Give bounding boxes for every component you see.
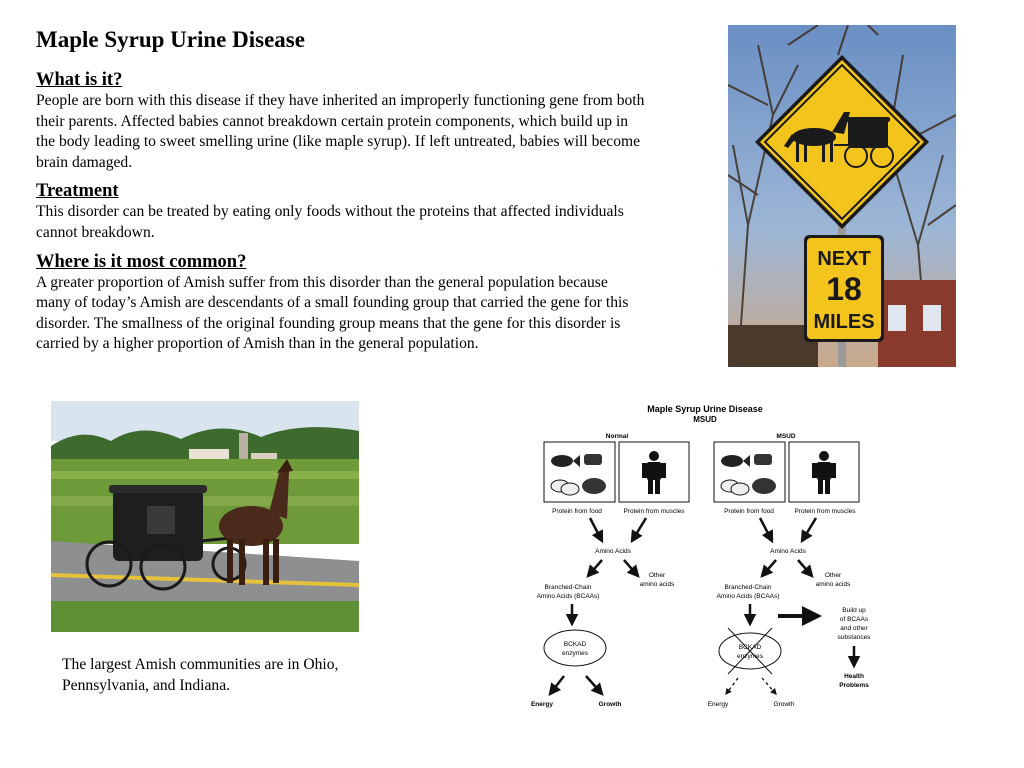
- msud-enzyme-label-1: BCKAD: [738, 644, 762, 651]
- normal-enzyme-label-1: BCKAD: [563, 641, 587, 648]
- msud-buildup-label-2: of BCAAs: [839, 616, 869, 623]
- amish-sign-photo: [728, 25, 956, 367]
- msud-amino-label: Amino Acids: [770, 548, 806, 555]
- sign-line-miles: MILES: [813, 311, 875, 333]
- msud-other-label-1: Other: [824, 572, 842, 579]
- normal-energy-label: Energy: [530, 701, 554, 708]
- msud-other-label-2: amino acids: [815, 581, 851, 588]
- text-column: [36, 70, 646, 363]
- msud-buildup-label-3: and other: [840, 625, 868, 632]
- msud-label: MSUD: [776, 433, 796, 440]
- msud-health-label-2: Problems: [839, 682, 869, 689]
- amish-sign-illustration: [728, 25, 956, 367]
- photo-caption: The largest Amish communities are in Ohio, Pennsylvania, and Indiana.: [62, 656, 339, 694]
- msud-food-box: [714, 442, 785, 502]
- normal-bcaa-label-2: Amino Acids (BCAAs): [536, 593, 600, 600]
- normal-food-box: [544, 442, 615, 502]
- section-body: A greater proportion of Amish suffer from this disorder than the general population because many of today’s Amish are descendants of a small founding group that carried the gene for this disorder. The smallness of the original founding group means that the gene for this disorder is carried by a higher proportion of Amish than in the general population.: [36, 273, 629, 353]
- sign-line-next: NEXT: [817, 248, 871, 270]
- msud-buildup-label-4: substances: [837, 634, 871, 641]
- section-treatment: [36, 181, 646, 243]
- section-body: People are born with this disease if they have inherited an improperly functioning gene from both their parents. Affected babies cannot breakdown certain protein components, which build up in the body leading to sweet smelling urine (like maple syrup). If left untreated, babies will become brain damaged.: [36, 92, 645, 171]
- normal-muscles-label: Protein from muscles: [623, 508, 685, 515]
- msud-food-label: Protein from food: [724, 508, 774, 515]
- msud-bcaa-label-1: Branched-Chain: [724, 584, 772, 591]
- section-what-is-it: [36, 70, 646, 173]
- normal-bcaa-label-1: Branched-Chain: [544, 584, 592, 591]
- msud-bcaa-label-2: Amino Acids (BCAAs): [716, 593, 780, 600]
- buggy-illustration: [51, 401, 359, 632]
- normal-growth-label: Growth: [598, 701, 622, 708]
- msud-muscles-label: Protein from muscles: [794, 508, 856, 515]
- msud-energy-label: Energy: [707, 701, 729, 708]
- section-heading: What is it?: [36, 70, 123, 90]
- msud-health-label-1: Health: [844, 673, 864, 680]
- diagram-title: Maple Syrup Urine Disease: [647, 404, 763, 414]
- page-title: Maple Syrup Urine Disease: [36, 27, 305, 52]
- section-heading: Treatment: [36, 181, 119, 202]
- sign-line-number: 18: [826, 271, 862, 307]
- normal-other-label-1: Other: [648, 572, 666, 579]
- normal-food-label: Protein from food: [552, 508, 602, 515]
- normal-enzyme-label-2: enzymes: [561, 650, 589, 657]
- amish-buggy-photo: [51, 401, 359, 632]
- normal-enzyme-oval: [544, 630, 606, 666]
- section-heading: Where is it most common?: [36, 251, 247, 272]
- diagram-subtitle: MSUD: [693, 415, 717, 424]
- normal-label: Normal: [605, 433, 629, 440]
- section-where-common: [36, 252, 646, 355]
- msud-buildup-label-1: Build up: [842, 607, 866, 614]
- msud-diagram: [520, 398, 890, 718]
- section-body: This disorder can be treated by eating only foods without the proteins that affected individuals cannot breakdown.: [36, 203, 624, 241]
- msud-diagram-svg: [520, 398, 890, 718]
- msud-enzyme-label-2: enzymes: [736, 653, 764, 660]
- normal-other-label-2: amino acids: [639, 581, 675, 588]
- normal-amino-label: Amino Acids: [595, 548, 631, 555]
- msud-growth-label: Growth: [773, 701, 795, 708]
